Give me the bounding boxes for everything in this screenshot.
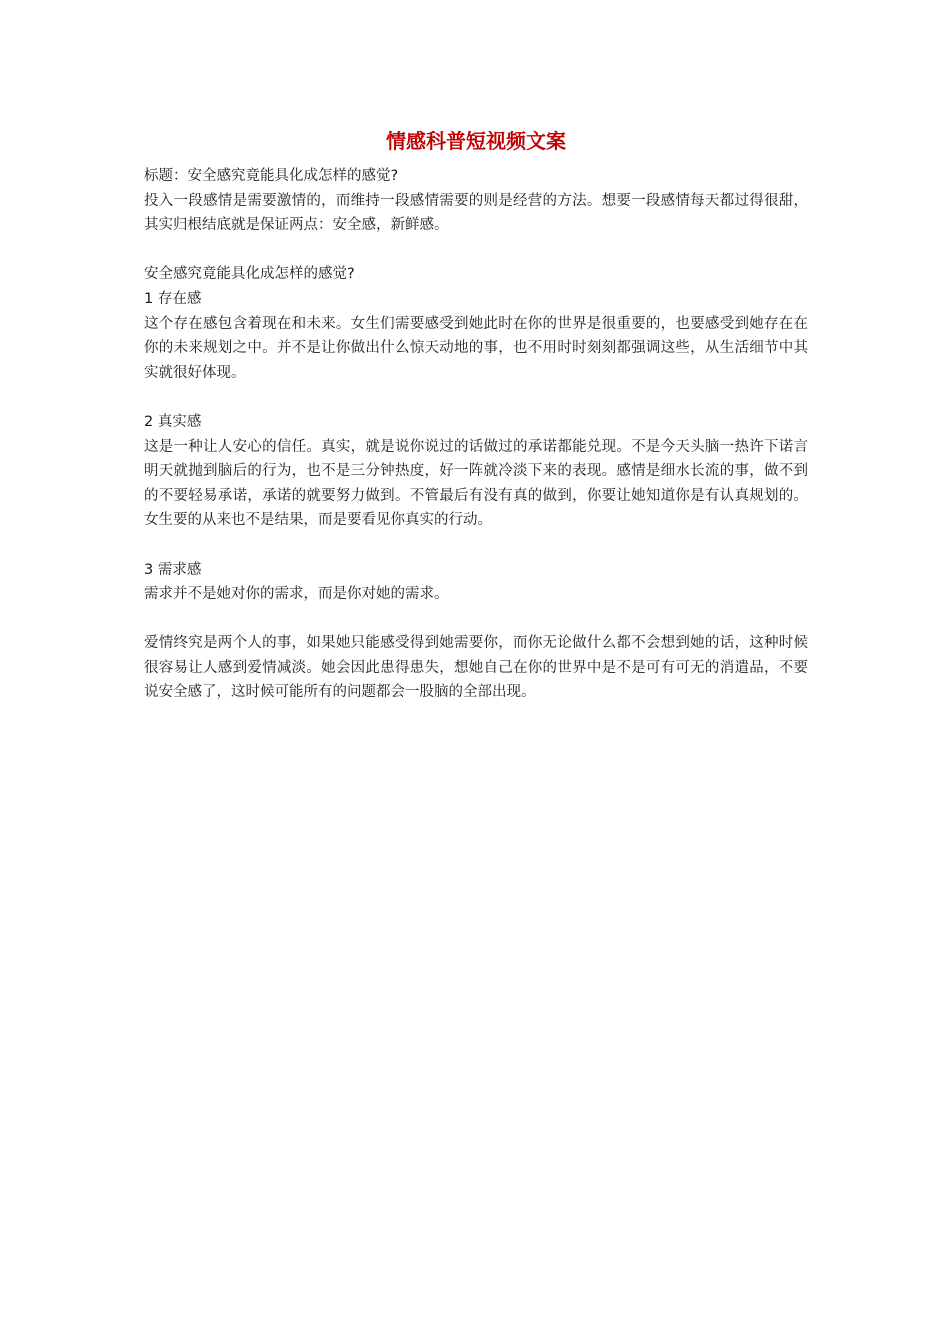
document-body xyxy=(144,126,808,705)
conclusion-paragraph: 爱情终究是两个人的事，如果她只能感受得到她需要你，而你无论做什么都不会想到她的话，这种时候很容易让人感到爱情减淡。她会因此患得患失，想她自己在你的世界中是不是可有可无的消遣品，不要说安全感了，这时候可能所有的问题都会一股脑的全部出现。 xyxy=(144,635,808,701)
spacer xyxy=(144,238,808,263)
section-body-need: 需求并不是她对你的需求，而是你对她的需求。 xyxy=(144,586,449,603)
question-line: 安全感究竟能具化成怎样的感觉? xyxy=(144,266,355,283)
section-body-authenticity: 这是一种让人安心的信任。真实，就是说你说过的话做过的承诺都能兑现。不是今天头脑一热许下诺言明天就抛到脑后的行为，也不是三分钟热度，好一阵就冷淡下来的表现。感情是细水长流的事，做不到的不要轻易承诺，承诺的就要努力做到。不管最后有没有真的做到，你要让她知道你是有认真规划的。女生要的从来也不是结果，而是要看见你真实的行动。 xyxy=(144,438,808,529)
section-heading-authenticity: 2 真实感 xyxy=(144,413,202,430)
spacer xyxy=(144,533,808,558)
spacer xyxy=(144,385,808,410)
subject-line: 标题：安全感究竟能具化成怎样的感觉? xyxy=(144,168,399,184)
document-title: 情感科普短视频文案 xyxy=(386,129,566,153)
intro-paragraph: 投入一段感情是需要激情的，而维持一段感情需要的则是经营的方法。想要一段感情每天都过得很甜，其实归根结底就是保证两点：安全感，新鲜感。 xyxy=(144,192,808,234)
spacer xyxy=(144,607,808,632)
section-heading-need: 3 需求感 xyxy=(144,561,202,578)
section-body-presence: 这个存在感包含着现在和未来。女生们需要感受到她此时在你的世界是很重要的，也要感受到她存在在你的未来规划之中。并不是让你做出什么惊天动地的事，也不用时时刻刻都强调这些，从生活细节中其实就很好体现。 xyxy=(144,315,808,381)
section-heading-presence: 1 存在感 xyxy=(144,290,202,307)
